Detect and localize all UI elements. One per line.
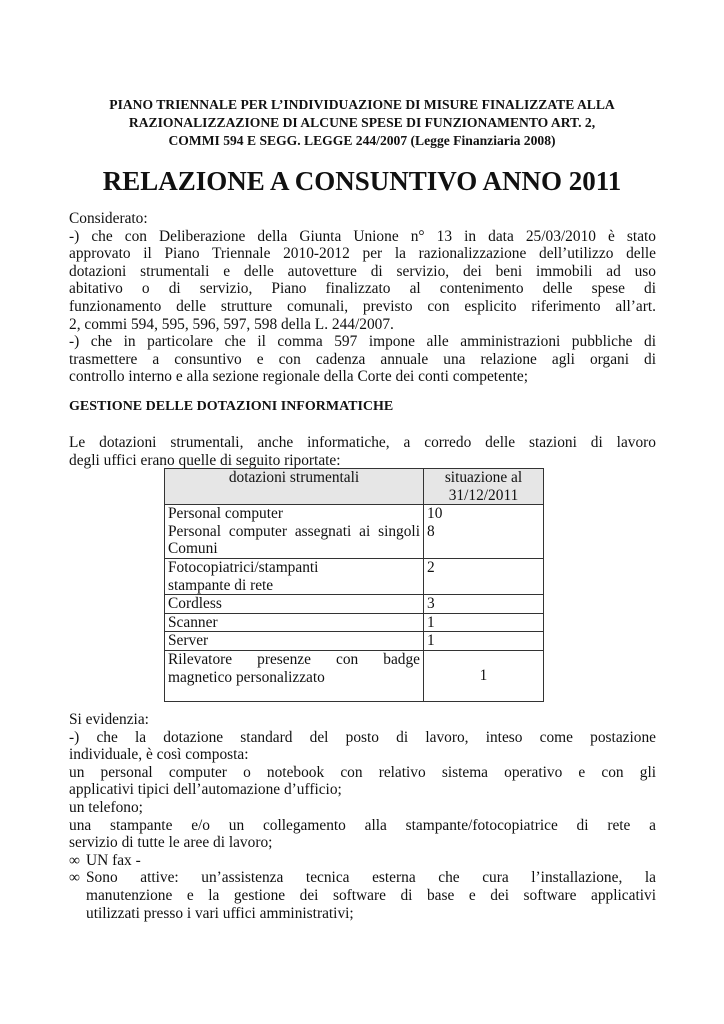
- item-cell: Personal computer: [168, 505, 283, 523]
- header-line: PIANO TRIENNALE PER L’INDIVIDUAZIONE DI MISURE FINALIZZATE ALLA: [109, 97, 615, 112]
- text-line: approvato il Piano Triennale 2010-2012 per la razionalizzazione dell’utilizzo delle: [69, 245, 656, 263]
- header-line: RAZIONALIZZAZIONE DI ALCUNE SPESE DI FUNZIONAMENTO ART. 2,: [128, 115, 596, 130]
- text-line: applicativi tipici dell’automazione d’ufficio;: [69, 781, 342, 799]
- evidenzia-paragraph: [69, 711, 656, 922]
- table-row: [165, 650, 544, 701]
- table-header-row: [165, 469, 544, 505]
- intro-paragraph: [69, 210, 656, 386]
- text-line: -) che con Deliberazione della Giunta Unione n° 13 in data 25/03/2010 è stato: [69, 227, 656, 245]
- item-cell: Personal computer assegnati ai singoli Comuni: [168, 522, 420, 558]
- value-cell: 3: [424, 595, 544, 614]
- text-line: trasmettere a consuntivo e con cadenza annuale una relazione agli organi di: [69, 350, 656, 368]
- value-cell: 10: [427, 505, 443, 523]
- header-line: COMMI 594 E SEGG. LEGGE 244/2007 (Legge Finanziaria 2008): [168, 133, 556, 148]
- text-line: funzionamento delle strutture comunali, previsto con esplicito riferimento all’art.: [69, 297, 656, 315]
- equipment-table: [164, 468, 544, 702]
- text-line: servizio di tutte le aree di lavoro;: [69, 834, 273, 852]
- item-cell: Scanner: [165, 613, 424, 632]
- text-line: abitativo o di servizio, Piano finalizzato al contenimento delle spese di: [69, 280, 656, 298]
- text-line: dotazioni strumentali e delle autovetture di servizio, dei beni immobili ad uso: [69, 262, 656, 280]
- page-title: RELAZIONE A CONSUNTIVO ANNO 2011: [102, 166, 622, 196]
- text-line: un personal computer o notebook con relativo sistema operativo e con gli: [69, 763, 656, 781]
- table-row: [165, 505, 544, 559]
- item-cell: Server: [165, 632, 424, 651]
- text-line: individuale, è così composta:: [69, 746, 249, 764]
- text-line: controllo interno e alla sezione regionale della Corte dei conti competente;: [69, 368, 528, 386]
- table-intro: [69, 434, 656, 469]
- text-line: manutenzione e la gestione dei software di base e dei software applicativi: [86, 886, 656, 904]
- text-line: una stampante e/o un collegamento alla stampante/fotocopiatrice di rete a: [69, 816, 656, 834]
- text-line: -) che in particolare che il comma 597 impone alle amministrazioni pubbliche di: [69, 333, 656, 351]
- text-line: Le dotazioni strumentali, anche informatiche, a corredo delle stazioni di lavoro: [69, 434, 656, 451]
- text-line: 2, commi 594, 595, 596, 597, 598 della L. 244/2007.: [69, 315, 394, 333]
- value-cell: 8: [427, 522, 435, 540]
- text-line: UN fax -: [86, 851, 141, 869]
- infinity-bullet-icon: ∞: [69, 851, 80, 869]
- column-header: dotazioni strumentali: [165, 469, 424, 505]
- table-row: [165, 595, 544, 614]
- value-cell: 1: [424, 650, 544, 701]
- column-header: situazione al 31/12/2011: [424, 469, 544, 505]
- text-line: Sono attive: un’assistenza tecnica esterna che cura l’installazione, la: [86, 869, 656, 887]
- value-cell: 2: [424, 558, 544, 594]
- text-line: Considerato:: [69, 210, 148, 227]
- section-heading: GESTIONE DELLE DOTAZIONI INFORMATICHE: [69, 399, 394, 414]
- table-row: [165, 632, 544, 651]
- text-line: utilizzati presso i vari uffici amministrativi;: [86, 904, 354, 922]
- infinity-bullet-icon: ∞: [69, 869, 80, 887]
- document-header: [60, 96, 664, 150]
- table-row: [165, 613, 544, 632]
- item-cell: Cordless: [165, 595, 424, 614]
- value-cell: 1: [424, 613, 544, 632]
- text-line: un telefono;: [69, 798, 143, 816]
- text-line: degli uffici erano quelle di seguito riportate:: [69, 451, 341, 469]
- table-row: [165, 558, 544, 594]
- bullet-item: [69, 869, 656, 922]
- bullet-item: [69, 852, 656, 870]
- text-line: Si evidenzia:: [69, 711, 149, 728]
- value-cell: 1: [424, 632, 544, 651]
- item-cell: Rilevatore presenze con badge magnetico personalizzato: [165, 650, 424, 701]
- item-cell: Fotocopiatrici/stampanti stampante di rete: [165, 558, 424, 594]
- text-line: -) che la dotazione standard del posto di lavoro, inteso come postazione: [69, 728, 656, 746]
